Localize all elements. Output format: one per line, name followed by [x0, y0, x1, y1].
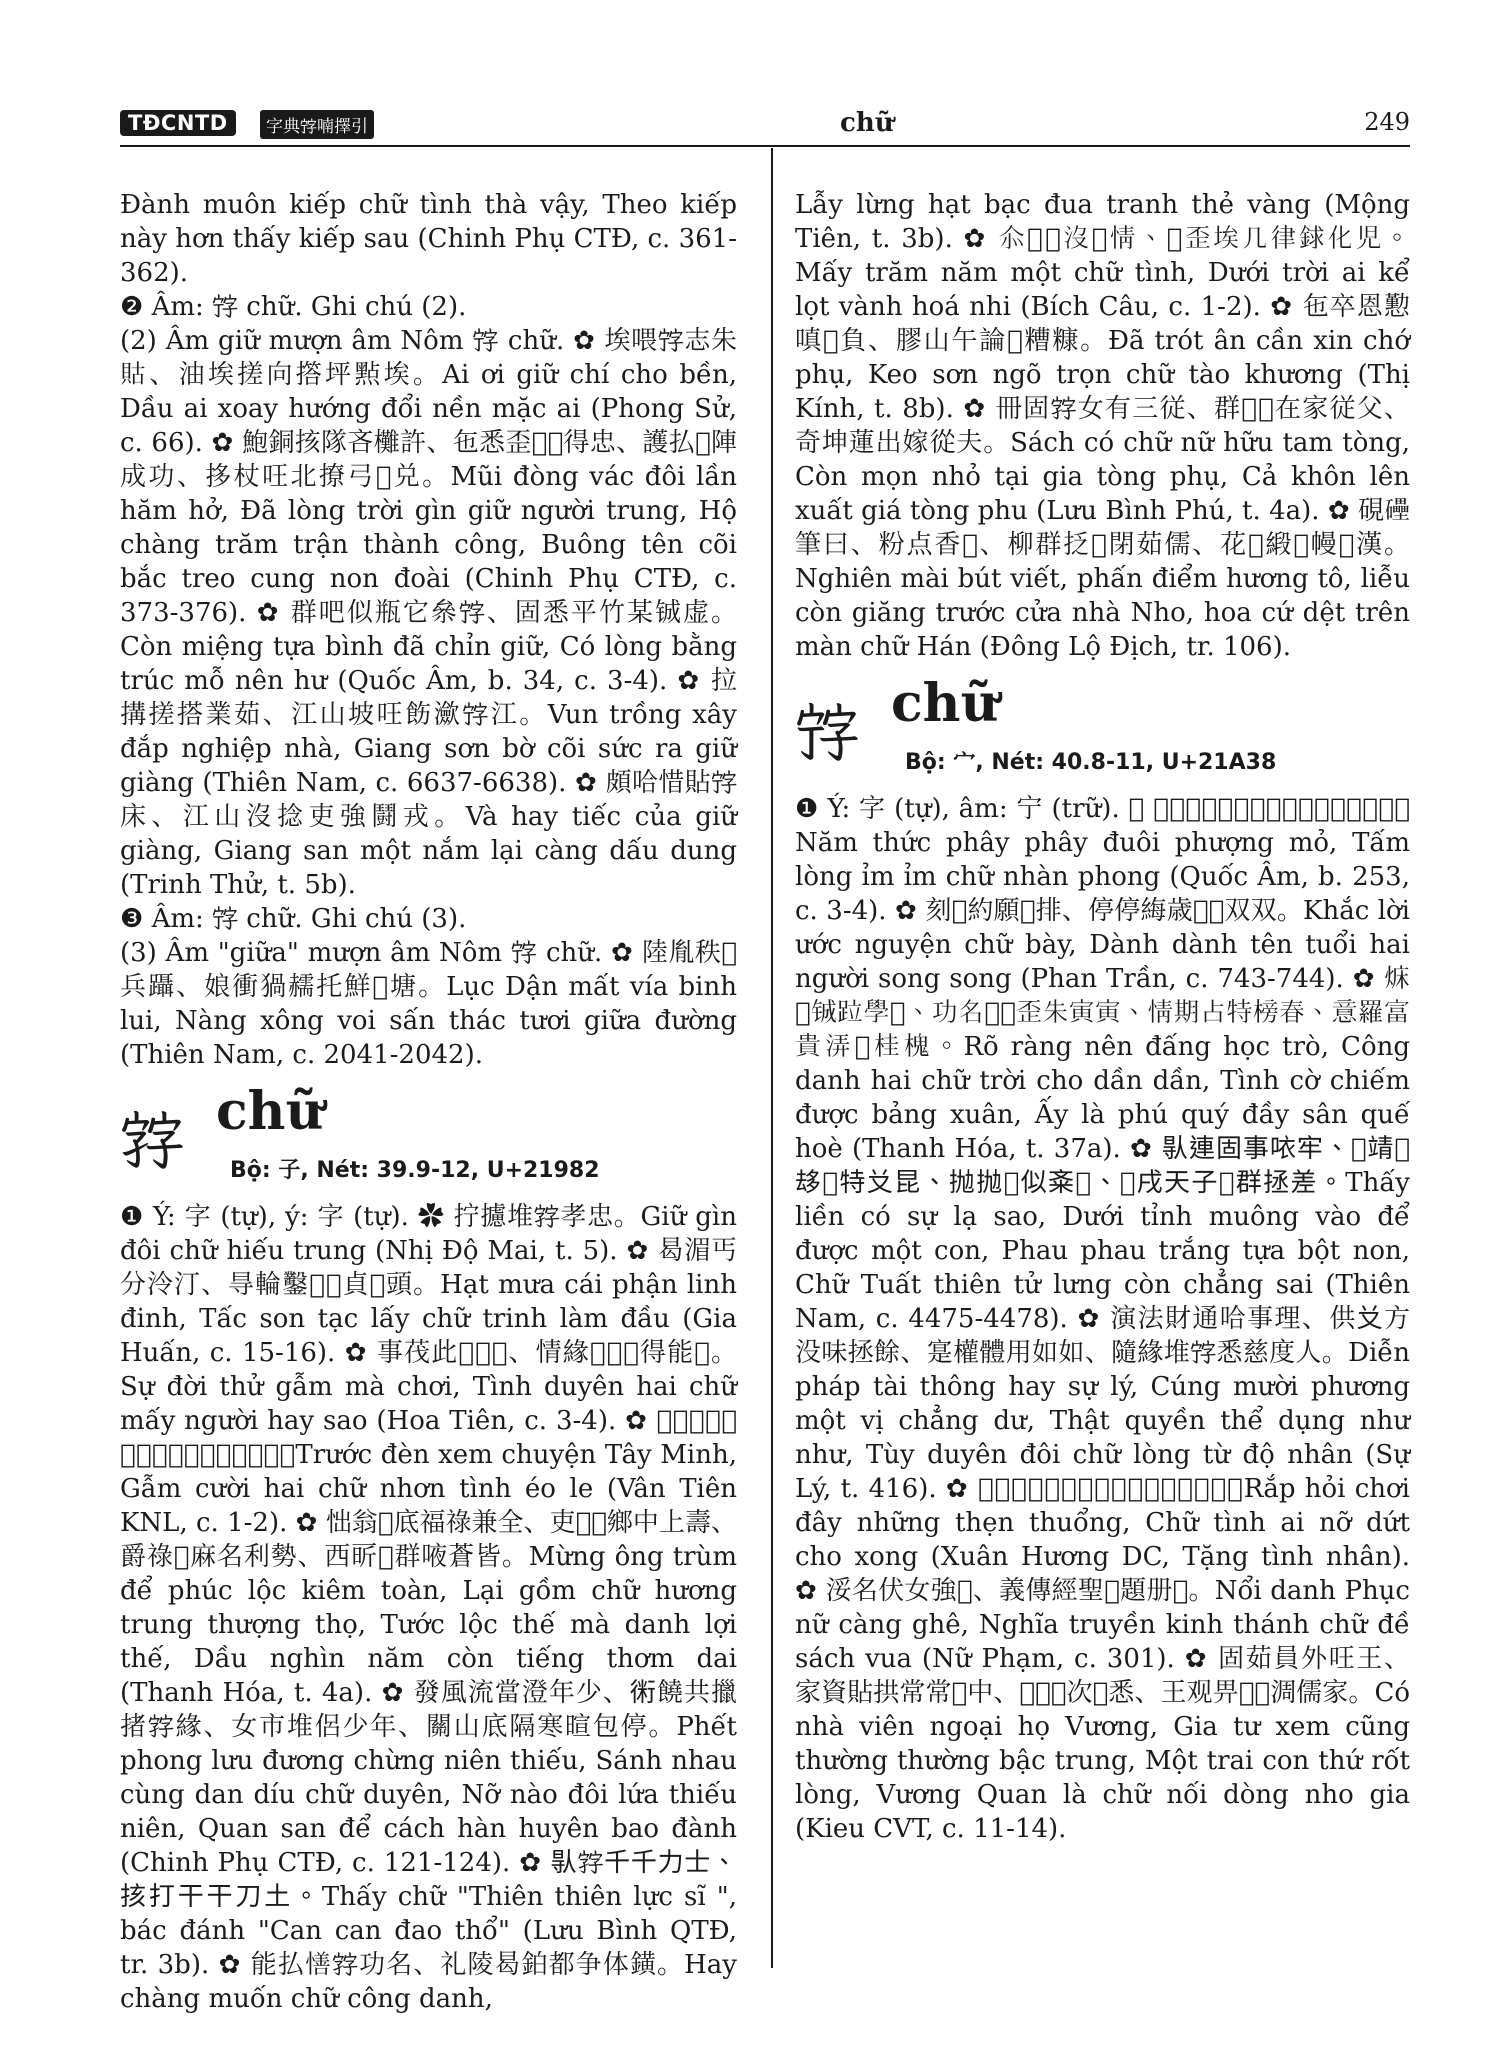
page-header — [120, 108, 1410, 142]
right-column — [795, 188, 1410, 1846]
entry-glyph: 𡦂 — [120, 1104, 184, 1178]
entry-meta: Bộ: 子, Nét: 39.9-12, U+21982 — [230, 1158, 600, 1183]
sense-heading: ❸ Âm: 𡨸 chữ. Ghi chú (3). — [120, 904, 467, 934]
title-logo: 字典𡨸喃擇引 — [260, 110, 374, 139]
paragraph: ❶ Ý: 字 (tự), ý: 字 (tự). ✿ 拧攄堆𡦂孝忠。Giữ gìn đôi chữ hiếu trung (Nhị Độ Mai, t. 5). ✿ 曷湄丐分泠汀、㝵輪鑿𥙩𡦂貞𠁀頭。Hạt mưa cái phận linh đinh, Tấc son tạc lấy chữ trinh làm đầu (Gia Huấn, c. 15-16). ✿ 事茷此𠴓𢸮𨔈、情緣𠄩𡦂𡗉得能𩈘。Sự đời thử gẫm mà chơi, Tình duyên hai chữ mấy người hay sao (Hoa Tiên, c. 3-4). ✿ 𤈜畑貼𤉜西銘、𠴓哄𠄩𡦂人情𠴒𠾕。Trước đèn xem chuyện Tây Minh, Gẫm cười hai chữ nhơn tình éo le (Vân Tiên KNL, c. 1-2). ✿ 㤕翁𠓨底福祿兼全、吏𥿁𡦂鄉中上壽、爵祿𠴓麻名利勢、西㪽𩵜群㖡蒼皆。Mừng ông trùm để phúc lộc kiêm toàn, Lại gồm chữ hương trung thượng thọ, Tước lộc thế mà danh lợi thế, Dầu nghìn năm còn tiếng thơm dai (Thanh Hóa, t. 4a). ✿ 發風流當澄年少、𧗱饒共擸㨋𡦂緣、女市堆侶少年、關山底隔寒暄包停。Phết phong lưu đương chừng niên thiếu, Sánh nhau cùng dan díu chữ duyên, Nỡ nào đôi lứa thiếu niên, Quan san để cách hàn huyên bao đành (Chinh Phụ CTĐ, c. 121-124). ✿ 𠊛𡦂千千力士、㧡打干干刀土。Thấy chữ "Thiên thiên lực sĩ ", bác đánh "Can can đao thổ" (Lưu Bình QTĐ, tr. 3b). ✿ 能払𢢆𡦂功名、礼陵曷鉑都争体鐄。Hay chàng muốn chữ công danh, — [120, 1202, 737, 2014]
left-column — [120, 188, 737, 2016]
series-logo: TĐCNTD — [120, 110, 236, 136]
entry-glyph: 𡨸 — [795, 696, 859, 770]
entry-header — [120, 1082, 737, 1200]
column-divider — [771, 148, 773, 1968]
running-headword: chữ — [840, 108, 894, 138]
paragraph: Lẫy lừng hạt bạc đua tranh thẻ vàng (Mộng Tiên, t. 3b). ✿ 𠇍𥪞𢆥沒𡦂情、𠁑歪埃几律銶化児。Mấy trăm năm một chữ tình, Dưới trời ai kể lọt vành hoá nhi (Bích Câu, c. 1-2). ✿ 㐌卒恩懃嗔𤞼負、膠山午論𡦂糟糠。Đã trót ân cần xin chớ phụ, Keo sơn ngõ trọn chữ tào khương (Thị Kính, t. 8b). ✿ 冊固𡦂女有三従、群𡮍𥹰在家従父、奇坤蓮出嫁從夫。Sách có chữ nữ hữu tam tòng, Còn mọn nhỏ tại gia tòng phụ, Cả khôn lên xuất giá tòng phu (Lưu Bình Phú, t. 4a). ✿ 硯𥗬筆曰、粉点香𧇊、柳群抸𠸗閉茹儒、花𢬣緞𨑗幔𡦂漢。Nghiên mài bút viết, phấn điểm hương tô, liễu còn giăng trước cửa nhà Nho, hoa cứ dệt trên màn chữ Hán (Đông Lộ Địch, tr. 106). — [795, 190, 1410, 662]
paragraph: ❶ Ý: 字 (tự), âm: 宁 (trữ). ✿ 𩙌式批批𢫝鳳𪀄、𢚸悉掩掩𡨸𩙻封。Năm thức phây phây đuôi phượng mỏ, Tấm lòng ỉm ỉm chữ nhàn phong (Quốc Âm, b. 253, c. 3-4). ✿ 刻𠳨約願𡨸排、停停䋦歳𠄩𠄩双双。Khắc lời ước nguyện chữ bày, Dành dành tên tuổi hai người song song (Phan Trần, c. 743-744). ✿ 𤉜𡝕铖𨀎學𠓨、功名𠄩𡨸歪朱寅寅、情期占特榜春、意羅富貴㳥𡑝桂槐。Rõ ràng nên đấng học trò, Công danh hai chữ trời cho dần dần, Tình cờ chiếm được bảng xuân, Ấy là phú quý đầy sân quế hoè (Thanh Hóa, t. 37a). ✿ 𠊛連固事𠲖牢、𠁑靖𤞼𠫾𧷸特𠬠昆、抛抛𤽸似㪰𪀄、𡨸戌天子𦢳群拯差。Thấy liền có sự lạ sao, Dưới tỉnh muông vào để được một con, Phau phau trắng tựa bột non, Chữ Tuất thiên tử lưng còn chẳng sai (Thiên Nam, c. 4475-4478). ✿ 演法財通哈事理、供𠬠方没味拯餘、寔權體用如如、隨緣堆𡨸悉慈度人。Diễn pháp tài thông hay sự lý, Cúng mười phương một vị chẳng dư, Thật quyền thể dụng như như, Tùy duyên đôi chữ lòng từ độ nhân (Sự Lý, t. 416). ✿ 𡃊悔制底仍㗂春、𡨸情埃女𦀊朱衝。Rắp hỏi chơi đây những thẹn thuổng, Chữ tình ai nỡ dứt cho xong (Xuân Hương DC, Tặng tình nhân). ✿ 浽名伏女強𠻃、義傳經聖𡨸題册𤤰。Nổi danh Phục nữ càng ghê, Nghĩa truyền kinh thánh chữ đề sách vua (Nữ Phạm, c. 301). ✿ 固茹員外㕵王、家資貼拱常常𦓿中、𠬠𦧘𡥵次𨔾悉、王观畀𡨸𦀼淍儒家。Có nhà viên ngoại họ Vương, Gia tư xem cũng thường thường bậc trung, Một trai con thứ rốt lòng, Vương Quan là chữ nối dòng nho gia (Kieu CVT, c. 11-14). — [795, 794, 1410, 1844]
paragraph: Đành muôn kiếp chữ tình thà vậy, Theo kiếp này hơn thấy kiếp sau (Chinh Phụ CTĐ, c. 361-362). — [120, 190, 737, 288]
entry-word: chữ — [891, 673, 999, 734]
entry-header — [795, 674, 1410, 792]
paragraph: (3) Âm "giữa" mượn âm Nôm 𡨸 chữ. ✿ 陸胤秩𠓨兵躡、娘衝猧䞕托鮮𡨸塘。Lục Dận mất vía binh lui, Nàng xông voi sấn thác tươi giữa đường (Thiên Nam, c. 2041-2042). — [120, 938, 737, 1070]
entry-meta: Bộ: 宀, Nét: 40.8-11, U+21A38 — [905, 750, 1277, 775]
entry-word: chữ — [216, 1081, 324, 1142]
sense-heading: ❷ Âm: 𡨸 chữ. Ghi chú (2). — [120, 292, 467, 322]
page-number: 249 — [1364, 108, 1410, 136]
header-rule — [120, 145, 1410, 147]
paragraph: (2) Âm giữ mượn âm Nôm 𡨸 chữ. ✿ 埃喂𡨸志朱𧵑、油埃搓向撘坪㸃埃。Ai ơi giữ chí cho bền, Dầu ai xoay hướng đổi nền mặc ai (Phong Sử, c. 66). ✿ 鮑銅㧡隊吝㰙許、㐌悉歪𠁀𡨸得忠、護払𥪞陣成功、拸杖㕵北撩弓𪀄兑。Mũi đòng vác đôi lần hăm hở, Đã lòng trời gìn giữ người trung, Hộ chàng trăm trận thành công, Buông tên cõi bắc treo cung non đoài (Chinh Phụ CTĐ, c. 373-376). ✿ 群吧似瓶它㕘𡨸、固悉平竹某铖虚。Còn miệng tựa bình đã chỉn giữ, Có lòng bằng trúc mỗ nên hư (Quốc Âm, b. 34, c. 3-4). ✿ 拉搆搓搭業茹、江山坡㕵飭㶑𡨸江。Vun trồng xây đắp nghiệp nhà, Giang sơn bờ cõi sức ra giữ giàng (Thiên Nam, c. 6637-6638). ✿ 頗哈惜貼𡨸床、江山沒捻吏強鬪戎。Và hay tiếc của giữ giàng, Giang san một nắm lại càng dấu dung (Trinh Thử, t. 5b). — [120, 326, 737, 900]
